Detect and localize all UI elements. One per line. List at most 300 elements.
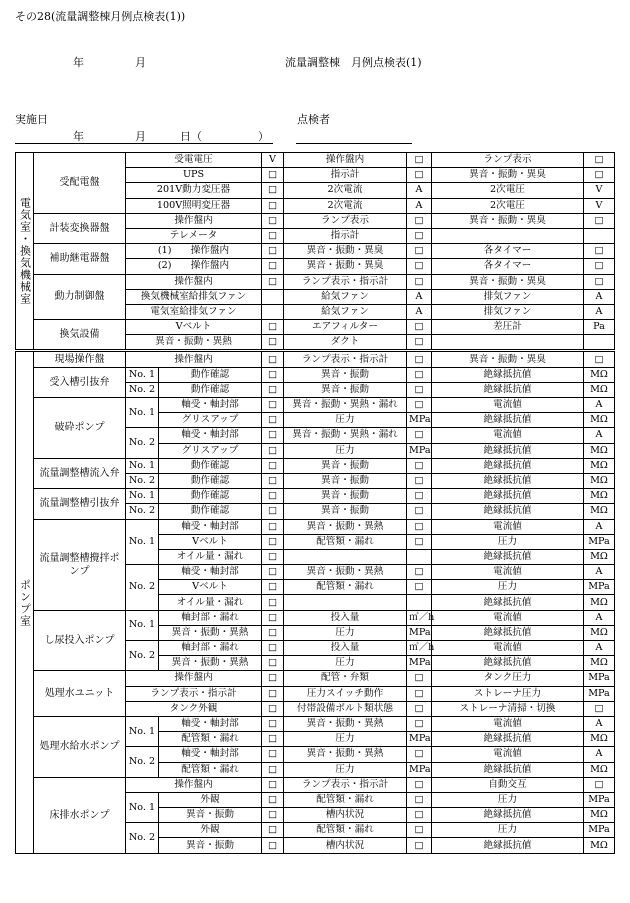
- check-item: 軸受・軸封部: [159, 716, 262, 731]
- check-item: 異音・振動: [159, 838, 262, 853]
- equipment-name: 流量調整槽攪拌ポンプ: [34, 519, 126, 610]
- check-mark[interactable]: □: [407, 428, 432, 443]
- unit-number: No. 2: [126, 641, 159, 671]
- check-mark: MΩ: [584, 458, 615, 473]
- check-mark[interactable]: □: [584, 777, 615, 792]
- check-item: 異音・振動・異熱: [284, 565, 407, 580]
- check-item: ランプ表示・指示計: [126, 686, 262, 701]
- check-item: 受電電圧: [126, 153, 262, 168]
- check-mark: V: [262, 153, 284, 168]
- check-mark[interactable]: □: [262, 443, 284, 458]
- check-mark: MΩ: [584, 838, 615, 853]
- check-item: 異音・振動・異臭: [284, 259, 407, 274]
- check-item: 付帯設備ボルト類状態: [284, 701, 407, 716]
- check-mark[interactable]: □: [262, 686, 284, 701]
- check-item: 投入量: [284, 641, 407, 656]
- check-item: 圧力: [284, 732, 407, 747]
- check-mark[interactable]: □: [262, 382, 284, 397]
- check-item: 異音・振動・異熱・漏れ: [284, 428, 407, 443]
- check-item: 異音・振動: [284, 458, 407, 473]
- table-row: [16, 777, 615, 792]
- inspector-underline: [296, 143, 412, 144]
- check-mark[interactable]: □: [262, 610, 284, 625]
- sheet-title: 流量調整棟 月例点検表(1): [285, 56, 422, 69]
- check-item: 動作確認: [159, 489, 262, 504]
- impl-date-label: 実施日: [15, 113, 48, 126]
- check-mark[interactable]: □: [262, 732, 284, 747]
- check-item: 外観: [159, 823, 262, 838]
- header-year: 年: [73, 56, 84, 69]
- check-item: 絶縁抵抗値: [432, 489, 584, 504]
- check-mark[interactable]: □: [407, 747, 432, 762]
- check-item: 絶縁抵抗値: [432, 656, 584, 671]
- equipment-name: 処理水ユニット: [34, 671, 126, 717]
- check-mark: [584, 228, 615, 243]
- check-mark: MΩ: [584, 595, 615, 610]
- check-item: 電流値: [432, 610, 584, 625]
- check-item: 異音・振動: [284, 382, 407, 397]
- check-mark[interactable]: □: [407, 519, 432, 534]
- check-item: 配管類・漏れ: [284, 792, 407, 807]
- check-mark[interactable]: □: [407, 320, 432, 335]
- equipment-name: 破砕ポンプ: [34, 398, 126, 459]
- check-mark[interactable]: □: [584, 259, 615, 274]
- check-mark: [407, 595, 432, 610]
- check-mark[interactable]: □: [407, 398, 432, 413]
- check-item: Vベルト: [126, 320, 262, 335]
- section-label: 電気室・換気機械室: [16, 153, 34, 351]
- check-mark[interactable]: □: [584, 351, 615, 367]
- check-mark[interactable]: □: [262, 762, 284, 777]
- check-mark[interactable]: □: [584, 168, 615, 183]
- check-mark: MΩ: [584, 382, 615, 397]
- check-mark[interactable]: □: [262, 701, 284, 716]
- table-row: [16, 244, 615, 259]
- check-mark: MPa: [407, 443, 432, 458]
- check-item: 槽内状況: [284, 808, 407, 823]
- equipment-name: 受入槽引抜弁: [34, 367, 126, 397]
- check-mark[interactable]: □: [262, 808, 284, 823]
- check-mark[interactable]: □: [407, 259, 432, 274]
- check-mark[interactable]: □: [262, 398, 284, 413]
- check-mark[interactable]: □: [584, 274, 615, 289]
- check-item: 動作確認: [159, 382, 262, 397]
- table-row: [16, 519, 615, 534]
- check-item: [284, 595, 407, 610]
- check-item: 操作盤内: [126, 671, 262, 686]
- check-item: エアフィルター: [284, 320, 407, 335]
- check-mark: A: [584, 716, 615, 731]
- equipment-name: 処理水給水ポンプ: [34, 716, 126, 777]
- check-mark[interactable]: □: [407, 213, 432, 228]
- check-mark[interactable]: □: [262, 504, 284, 519]
- check-mark[interactable]: □: [407, 534, 432, 549]
- unit-number: No. 1: [126, 792, 159, 822]
- check-mark[interactable]: □: [407, 701, 432, 716]
- unit-number: No. 1: [126, 610, 159, 640]
- check-mark: MΩ: [584, 473, 615, 488]
- table-row: [16, 398, 615, 413]
- check-mark: A: [584, 289, 615, 304]
- check-mark[interactable]: □: [262, 320, 284, 335]
- check-mark[interactable]: □: [262, 792, 284, 807]
- check-item: 電流値: [432, 519, 584, 534]
- check-item: UPS: [126, 168, 262, 183]
- unit-number: No. 1: [126, 398, 159, 428]
- check-item: 操作盤内: [126, 274, 262, 289]
- check-mark: [262, 304, 284, 319]
- check-item: 配管類・漏れ: [159, 762, 262, 777]
- check-mark[interactable]: □: [262, 367, 284, 382]
- check-item: 絶縁抵抗値: [432, 838, 584, 853]
- check-item: ランプ表示・指示計: [284, 274, 407, 289]
- check-item: 電流値: [432, 716, 584, 731]
- check-item: 動作確認: [159, 458, 262, 473]
- check-item: 動作確認: [159, 367, 262, 382]
- check-item: 電流値: [432, 641, 584, 656]
- unit-number: No. 2: [126, 382, 159, 397]
- equipment-name: し尿投入ポンプ: [34, 610, 126, 671]
- header-month: 月: [135, 56, 146, 69]
- check-mark: MΩ: [584, 549, 615, 564]
- check-mark[interactable]: □: [407, 473, 432, 488]
- table-row: [16, 716, 615, 731]
- unit-number: No. 1: [126, 519, 159, 565]
- check-mark[interactable]: □: [407, 228, 432, 243]
- equipment-name: 流量調整槽引抜弁: [34, 489, 126, 519]
- equipment-name: 流量調整槽流入弁: [34, 458, 126, 488]
- check-item: 操作盤内: [284, 153, 407, 168]
- check-mark[interactable]: □: [584, 701, 615, 716]
- check-mark[interactable]: □: [262, 428, 284, 443]
- check-item: 排気ファン: [432, 289, 584, 304]
- check-mark[interactable]: □: [262, 473, 284, 488]
- check-item: 絶縁抵抗値: [432, 443, 584, 458]
- check-mark[interactable]: □: [407, 153, 432, 168]
- check-mark: MΩ: [584, 489, 615, 504]
- check-item: 給気ファン: [284, 304, 407, 319]
- check-mark: A: [584, 304, 615, 319]
- check-mark[interactable]: □: [262, 228, 284, 243]
- check-mark[interactable]: □: [262, 519, 284, 534]
- check-item: 異音・振動・異熱: [284, 519, 407, 534]
- equipment-name: 動力制御盤: [34, 274, 126, 320]
- check-mark[interactable]: □: [407, 168, 432, 183]
- check-item: ランプ表示・指示計: [284, 777, 407, 792]
- check-item: Vベルト: [159, 534, 262, 549]
- check-mark[interactable]: □: [407, 716, 432, 731]
- check-mark[interactable]: □: [262, 656, 284, 671]
- check-mark: [584, 335, 615, 351]
- equipment-name: 床排水ポンプ: [34, 777, 126, 853]
- check-mark[interactable]: □: [407, 792, 432, 807]
- check-mark: MPa: [584, 823, 615, 838]
- check-item: 2次電圧: [432, 198, 584, 213]
- check-item: 指示計: [284, 228, 407, 243]
- impl-date-month: 月: [135, 130, 146, 143]
- check-item: 異音・振動・異臭: [432, 351, 584, 367]
- check-mark: MPa: [584, 671, 615, 686]
- check-item: (1) 操作盤内: [126, 244, 262, 259]
- check-mark: A: [407, 183, 432, 198]
- check-item: 圧力: [284, 625, 407, 640]
- check-item: [432, 335, 584, 351]
- check-mark[interactable]: □: [584, 213, 615, 228]
- equipment-name: 計装変換器盤: [34, 213, 126, 243]
- check-mark[interactable]: □: [262, 747, 284, 762]
- check-mark[interactable]: □: [262, 625, 284, 640]
- check-item: 給気ファン: [284, 289, 407, 304]
- check-item: 絶縁抵抗値: [432, 458, 584, 473]
- check-mark[interactable]: □: [262, 259, 284, 274]
- check-mark: A: [584, 641, 615, 656]
- check-mark: A: [407, 198, 432, 213]
- table-row: [16, 153, 615, 168]
- check-mark[interactable]: □: [262, 335, 284, 351]
- check-mark[interactable]: □: [262, 458, 284, 473]
- check-mark[interactable]: □: [407, 458, 432, 473]
- check-item: 異音・振動: [159, 808, 262, 823]
- check-item: 圧力: [284, 443, 407, 458]
- check-item: 絶縁抵抗値: [432, 595, 584, 610]
- check-mark[interactable]: □: [584, 244, 615, 259]
- check-mark: ㎥／h: [407, 610, 432, 625]
- check-mark[interactable]: □: [262, 580, 284, 595]
- check-item: 圧力スイッチ動作: [284, 686, 407, 701]
- check-mark: A: [584, 610, 615, 625]
- check-item: 異音・振動・異熱: [126, 335, 262, 351]
- check-item: 軸封部・漏れ: [159, 641, 262, 656]
- table-row: [16, 274, 615, 289]
- check-mark[interactable]: □: [407, 489, 432, 504]
- check-mark: MPa: [407, 413, 432, 428]
- section-label: ポンプ室: [16, 351, 34, 853]
- check-mark[interactable]: □: [262, 489, 284, 504]
- check-item: 配管類・漏れ: [284, 823, 407, 838]
- check-item: グリスアップ: [159, 443, 262, 458]
- check-mark: MΩ: [584, 625, 615, 640]
- check-item: 絶縁抵抗値: [432, 504, 584, 519]
- check-mark: MPa: [407, 762, 432, 777]
- check-item: 投入量: [284, 610, 407, 625]
- check-mark: A: [584, 428, 615, 443]
- check-item: 2次電圧: [432, 183, 584, 198]
- table-row: [16, 458, 615, 473]
- check-item: 軸受・軸封部: [159, 519, 262, 534]
- check-mark: MPa: [584, 686, 615, 701]
- check-mark[interactable]: □: [262, 168, 284, 183]
- check-item: 配管類・漏れ: [284, 580, 407, 595]
- inspector-label: 点検者: [297, 113, 330, 126]
- check-item: 圧力: [432, 823, 584, 838]
- check-mark[interactable]: □: [407, 823, 432, 838]
- check-item: 操作盤内: [126, 213, 262, 228]
- check-item: 圧力: [432, 792, 584, 807]
- check-item: ランプ表示: [432, 153, 584, 168]
- check-item: 外観: [159, 792, 262, 807]
- check-mark[interactable]: □: [262, 838, 284, 853]
- check-item: 異音・振動・異熱: [159, 656, 262, 671]
- check-item: 異音・振動: [284, 367, 407, 382]
- unit-number: No. 2: [126, 747, 159, 777]
- check-item: 絶縁抵抗値: [432, 808, 584, 823]
- unit-number: No. 2: [126, 428, 159, 458]
- impl-date-weekday: ）: [258, 130, 269, 143]
- check-mark[interactable]: □: [407, 244, 432, 259]
- check-mark[interactable]: □: [407, 777, 432, 792]
- check-item: 動作確認: [159, 473, 262, 488]
- check-item: 2次電流: [284, 198, 407, 213]
- check-mark[interactable]: □: [262, 671, 284, 686]
- check-item: 排気ファン: [432, 304, 584, 319]
- check-item: 絶縁抵抗値: [432, 732, 584, 747]
- check-mark[interactable]: □: [262, 274, 284, 289]
- check-item: タンク圧力: [432, 671, 584, 686]
- check-item: (2) 操作盤内: [126, 259, 262, 274]
- check-item: 異音・振動・異臭: [432, 274, 584, 289]
- check-mark[interactable]: □: [407, 580, 432, 595]
- check-item: 圧力: [284, 413, 407, 428]
- check-mark: MPa: [584, 534, 615, 549]
- impl-date-underline: [15, 143, 273, 144]
- check-mark[interactable]: □: [407, 686, 432, 701]
- check-item: 軸封部・漏れ: [159, 610, 262, 625]
- check-mark[interactable]: □: [262, 823, 284, 838]
- check-item: 軸受・軸封部: [159, 747, 262, 762]
- check-mark[interactable]: □: [262, 183, 284, 198]
- check-mark: A: [584, 519, 615, 534]
- check-mark[interactable]: □: [584, 153, 615, 168]
- check-mark[interactable]: □: [262, 244, 284, 259]
- check-item: オイル量・漏れ: [159, 549, 262, 564]
- check-mark[interactable]: □: [407, 504, 432, 519]
- check-mark[interactable]: □: [262, 413, 284, 428]
- check-mark[interactable]: □: [262, 549, 284, 564]
- check-mark[interactable]: □: [262, 351, 284, 367]
- unit-number: No. 2: [126, 473, 159, 488]
- check-mark[interactable]: □: [407, 838, 432, 853]
- check-item: 電流値: [432, 398, 584, 413]
- check-mark[interactable]: □: [407, 274, 432, 289]
- check-item: 異音・振動: [284, 473, 407, 488]
- check-mark: A: [407, 304, 432, 319]
- check-mark: A: [584, 398, 615, 413]
- check-item: 絶縁抵抗値: [432, 762, 584, 777]
- check-mark[interactable]: □: [262, 213, 284, 228]
- table-row: [16, 610, 615, 625]
- check-mark: V: [584, 183, 615, 198]
- check-item: 操作盤内: [126, 351, 262, 367]
- check-mark: MΩ: [584, 413, 615, 428]
- check-item: [284, 549, 407, 564]
- table-row: [16, 367, 615, 382]
- check-item: ランプ表示: [284, 213, 407, 228]
- check-mark: A: [584, 565, 615, 580]
- check-item: 操作盤内: [126, 777, 262, 792]
- check-mark[interactable]: □: [407, 671, 432, 686]
- unit-number: No. 1: [126, 716, 159, 746]
- check-mark[interactable]: □: [262, 641, 284, 656]
- check-mark[interactable]: □: [407, 382, 432, 397]
- check-mark: MΩ: [584, 367, 615, 382]
- check-mark: MPa: [584, 792, 615, 807]
- equipment-name: 換気設備: [34, 320, 126, 351]
- check-item: 電流値: [432, 565, 584, 580]
- check-item: 100V照明変圧器: [126, 198, 262, 213]
- check-item: 絶縁抵抗値: [432, 367, 584, 382]
- check-item: 軸受・軸封部: [159, 398, 262, 413]
- check-item: テレメータ: [126, 228, 262, 243]
- check-mark: MΩ: [584, 443, 615, 458]
- check-mark: A: [584, 747, 615, 762]
- check-item: 電気室給排気ファン: [126, 304, 262, 319]
- check-item: Vベルト: [159, 580, 262, 595]
- equipment-name: 補助継電器盤: [34, 244, 126, 274]
- check-mark[interactable]: □: [262, 198, 284, 213]
- check-mark[interactable]: □: [407, 565, 432, 580]
- unit-number: No. 1: [126, 489, 159, 504]
- check-item: 圧力: [284, 762, 407, 777]
- check-item: 圧力: [284, 656, 407, 671]
- check-mark: V: [584, 198, 615, 213]
- equipment-name: 現場操作盤: [34, 351, 126, 367]
- check-item: 電流値: [432, 428, 584, 443]
- document-title: その28(流量調整棟月例点検表(1)): [15, 10, 186, 23]
- check-item: ダクト: [284, 335, 407, 351]
- table-row: [16, 351, 615, 367]
- check-item: 異音・振動: [284, 504, 407, 519]
- equipment-name: 受配電盤: [34, 153, 126, 214]
- check-mark[interactable]: □: [407, 351, 432, 367]
- check-mark: Pa: [584, 320, 615, 335]
- unit-number: No. 1: [126, 367, 159, 382]
- check-mark[interactable]: □: [262, 777, 284, 792]
- check-item: ランプ表示・指示計: [284, 351, 407, 367]
- table-row: [16, 489, 615, 504]
- check-item: 異音・振動・異熱: [284, 716, 407, 731]
- check-item: 異音・振動: [284, 489, 407, 504]
- check-mark[interactable]: □: [407, 808, 432, 823]
- check-item: 2次電流: [284, 183, 407, 198]
- check-mark[interactable]: □: [262, 595, 284, 610]
- check-mark[interactable]: □: [407, 335, 432, 351]
- check-item: 絶縁抵抗値: [432, 549, 584, 564]
- check-item: 指示計: [284, 168, 407, 183]
- check-item: [432, 228, 584, 243]
- check-item: 槽内状況: [284, 838, 407, 853]
- check-item: 201V動力変圧器: [126, 183, 262, 198]
- unit-number: No. 1: [126, 458, 159, 473]
- check-item: 異音・振動・異臭: [432, 168, 584, 183]
- check-item: オイル量・漏れ: [159, 595, 262, 610]
- check-mark[interactable]: □: [262, 534, 284, 549]
- unit-number: No. 2: [126, 565, 159, 611]
- check-mark: MPa: [407, 732, 432, 747]
- check-item: 動作確認: [159, 504, 262, 519]
- unit-number: No. 2: [126, 823, 159, 853]
- check-mark: ㎥／h: [407, 641, 432, 656]
- check-item: 異音・振動・異臭: [284, 244, 407, 259]
- check-mark[interactable]: □: [407, 367, 432, 382]
- unit-number: No. 2: [126, 504, 159, 519]
- check-mark: MΩ: [584, 808, 615, 823]
- check-mark[interactable]: □: [262, 716, 284, 731]
- check-mark[interactable]: □: [262, 565, 284, 580]
- check-mark: [407, 549, 432, 564]
- check-item: ストレーナ清掃・切換: [432, 701, 584, 716]
- table-row: [16, 320, 615, 335]
- check-mark: MΩ: [584, 504, 615, 519]
